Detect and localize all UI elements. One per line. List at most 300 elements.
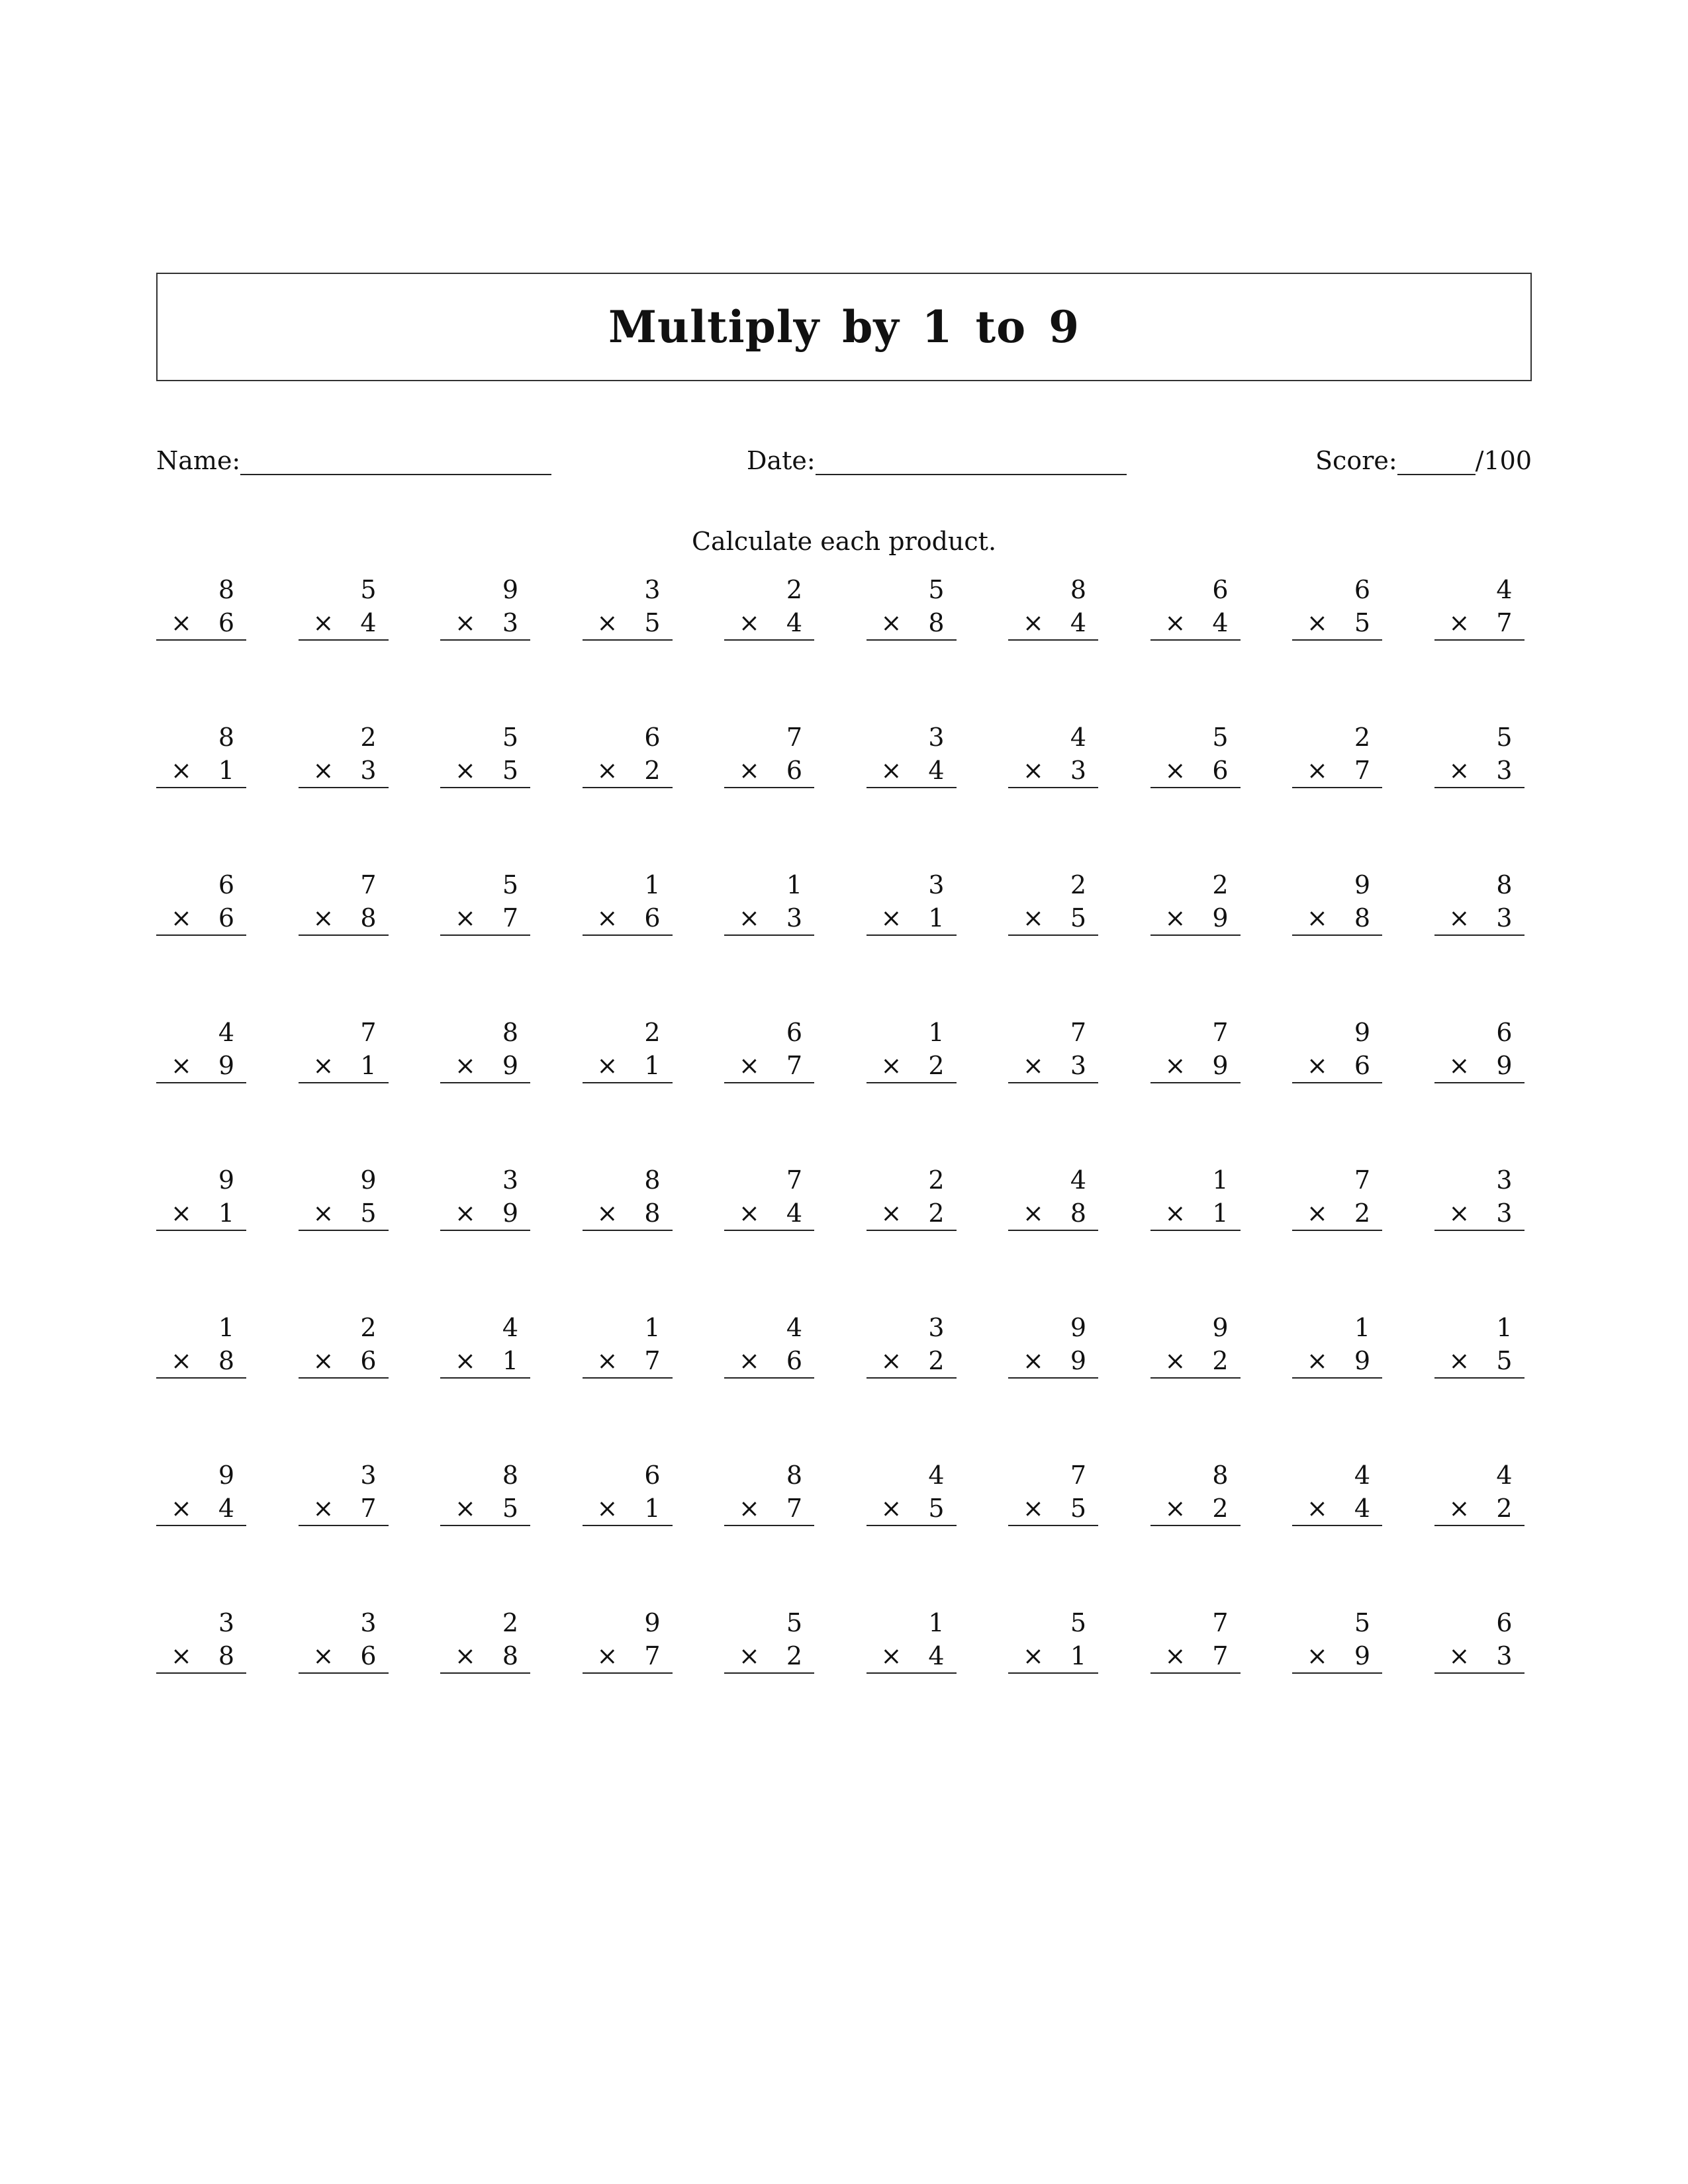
multiplier: 8 (360, 903, 377, 933)
problem-2-10 (1434, 721, 1524, 788)
problem-4-10 (1434, 1016, 1524, 1083)
answer-rule (867, 1230, 957, 1231)
page-title: Multiply by 1 to 9 (608, 301, 1080, 353)
multiplicand: 1 (928, 1018, 945, 1047)
times-sign: × (455, 903, 476, 933)
answer-rule (440, 1230, 530, 1231)
times-sign: × (312, 608, 334, 637)
times-sign: × (1023, 1051, 1044, 1080)
times-sign: × (1307, 1346, 1328, 1375)
multiplier: 8 (1070, 1199, 1086, 1228)
multiplier: 2 (1212, 1494, 1229, 1523)
times-sign: × (1023, 1346, 1044, 1375)
problem-8-7 (1008, 1606, 1098, 1674)
multiplier: 2 (928, 1051, 945, 1080)
multiplier: 9 (218, 1051, 234, 1080)
multiplicand: 6 (644, 1461, 661, 1490)
multiplier: 6 (360, 1346, 377, 1375)
answer-rule (1292, 934, 1382, 936)
times-sign: × (1307, 1641, 1328, 1670)
multiplier: 9 (1212, 1051, 1229, 1080)
multiplicand: 7 (786, 723, 802, 752)
times-sign: × (739, 1051, 760, 1080)
problem-3-1 (156, 868, 246, 936)
answer-rule (156, 639, 246, 641)
multiplicand: 8 (502, 1461, 518, 1490)
problem-4-9 (1292, 1016, 1382, 1083)
multiplicand: 9 (644, 1608, 661, 1637)
multiplicand: 7 (1212, 1608, 1229, 1637)
multiplicand: 3 (928, 870, 945, 899)
answer-rule (440, 1525, 530, 1526)
answer-rule (1008, 1525, 1098, 1526)
multiplicand: 4 (502, 1313, 518, 1342)
answer-rule (724, 1230, 814, 1231)
problem-8-10 (1434, 1606, 1524, 1674)
multiplier: 3 (1496, 756, 1513, 785)
problem-6-4 (583, 1311, 673, 1379)
problem-1-4 (583, 573, 673, 641)
multiplicand: 2 (1354, 723, 1370, 752)
problem-8-8 (1150, 1606, 1241, 1674)
problem-3-10 (1434, 868, 1524, 936)
times-sign: × (455, 1346, 476, 1375)
times-sign: × (739, 1641, 760, 1670)
multiplier: 8 (502, 1641, 518, 1670)
answer-rule (583, 639, 673, 641)
multiplicand: 5 (502, 723, 518, 752)
multiplicand: 5 (1354, 1608, 1370, 1637)
answer-rule (1434, 1377, 1524, 1379)
times-sign: × (739, 903, 760, 933)
multiplier: 9 (1070, 1346, 1086, 1375)
multiplicand: 7 (360, 870, 377, 899)
problem-4-8 (1150, 1016, 1241, 1083)
answer-rule (156, 787, 246, 788)
times-sign: × (880, 756, 902, 785)
answer-rule (867, 1525, 957, 1526)
problem-3-7 (1008, 868, 1098, 936)
answer-rule (1150, 1230, 1241, 1231)
multiplier: 3 (1496, 1641, 1513, 1670)
times-sign: × (739, 608, 760, 637)
problem-1-6 (867, 573, 957, 641)
times-sign: × (880, 1641, 902, 1670)
multiplicand: 1 (786, 870, 802, 899)
score-total: /100 (1475, 446, 1532, 475)
problem-6-5 (724, 1311, 814, 1379)
times-sign: × (1023, 903, 1044, 933)
multiplier: 6 (786, 1346, 802, 1375)
problem-3-6 (867, 868, 957, 936)
answer-rule (1008, 1230, 1098, 1231)
answer-rule (156, 1230, 246, 1231)
multiplier: 5 (502, 756, 518, 785)
multiplicand: 1 (218, 1313, 234, 1342)
multiplicand: 3 (218, 1608, 234, 1637)
date-blank[interactable] (816, 445, 1127, 475)
multiplier: 5 (644, 608, 661, 637)
problem-2-2 (299, 721, 389, 788)
times-sign: × (171, 756, 192, 785)
problem-6-8 (1150, 1311, 1241, 1379)
multiplier: 6 (1212, 756, 1229, 785)
problem-7-3 (440, 1459, 530, 1526)
multiplier: 8 (644, 1199, 661, 1228)
multiplier: 7 (644, 1641, 661, 1670)
problem-7-4 (583, 1459, 673, 1526)
times-sign: × (171, 1346, 192, 1375)
answer-rule (1292, 1377, 1382, 1379)
times-sign: × (171, 1051, 192, 1080)
multiplicand: 9 (360, 1165, 377, 1195)
score-blank[interactable] (1397, 445, 1476, 475)
answer-rule (156, 1377, 246, 1379)
answer-rule (440, 787, 530, 788)
times-sign: × (1448, 1641, 1470, 1670)
times-sign: × (1448, 1199, 1470, 1228)
multiplicand: 6 (644, 723, 661, 752)
answer-rule (867, 639, 957, 641)
times-sign: × (1448, 1051, 1470, 1080)
answer-rule (1008, 639, 1098, 641)
multiplicand: 6 (1354, 575, 1370, 604)
answer-rule (299, 1525, 389, 1526)
times-sign: × (596, 903, 618, 933)
multiplier: 4 (928, 756, 945, 785)
answer-rule (1008, 787, 1098, 788)
multiplier: 9 (1354, 1346, 1370, 1375)
multiplier: 5 (1354, 608, 1370, 637)
multiplier: 8 (1354, 903, 1370, 933)
times-sign: × (312, 756, 334, 785)
answer-rule (1434, 934, 1524, 936)
times-sign: × (1307, 1051, 1328, 1080)
multiplier: 4 (786, 1199, 802, 1228)
multiplier: 1 (1212, 1199, 1229, 1228)
multiplicand: 7 (1070, 1018, 1086, 1047)
multiplicand: 2 (644, 1018, 661, 1047)
multiplier: 3 (1070, 756, 1086, 785)
answer-rule (440, 639, 530, 641)
multiplicand: 5 (502, 870, 518, 899)
multiplicand: 3 (928, 723, 945, 752)
problem-4-7 (1008, 1016, 1098, 1083)
problem-5-2 (299, 1163, 389, 1231)
answer-rule (1292, 1672, 1382, 1674)
date-field (747, 445, 1127, 475)
answer-rule (1008, 1082, 1098, 1083)
answer-rule (867, 787, 957, 788)
times-sign: × (312, 1494, 334, 1523)
multiplicand: 1 (644, 1313, 661, 1342)
answer-rule (1292, 1230, 1382, 1231)
multiplicand: 2 (1070, 870, 1086, 899)
problem-8-3 (440, 1606, 530, 1674)
answer-rule (156, 1525, 246, 1526)
answer-rule (1150, 1672, 1241, 1674)
answer-rule (1434, 1672, 1524, 1674)
multiplier: 3 (502, 608, 518, 637)
multiplicand: 7 (1354, 1165, 1370, 1195)
multiplicand: 8 (502, 1018, 518, 1047)
multiplier: 3 (360, 756, 377, 785)
title-box (156, 273, 1532, 381)
answer-rule (299, 639, 389, 641)
times-sign: × (171, 1494, 192, 1523)
problem-1-8 (1150, 573, 1241, 641)
multiplier: 2 (1212, 1346, 1229, 1375)
answer-rule (1292, 639, 1382, 641)
multiplicand: 7 (1070, 1461, 1086, 1490)
multiplier: 8 (218, 1641, 234, 1670)
times-sign: × (1448, 1346, 1470, 1375)
multiplier: 3 (1496, 903, 1513, 933)
times-sign: × (1164, 1494, 1186, 1523)
multiplicand: 5 (1070, 1608, 1086, 1637)
answer-rule (583, 934, 673, 936)
multiplicand: 9 (1354, 1018, 1370, 1047)
answer-rule (724, 639, 814, 641)
times-sign: × (739, 756, 760, 785)
problem-3-3 (440, 868, 530, 936)
instructions: Calculate each product. (691, 527, 997, 556)
problem-3-2 (299, 868, 389, 936)
multiplier: 1 (644, 1051, 661, 1080)
problem-1-9 (1292, 573, 1382, 641)
times-sign: × (1164, 756, 1186, 785)
problem-5-6 (867, 1163, 957, 1231)
answer-rule (299, 1230, 389, 1231)
problem-7-5 (724, 1459, 814, 1526)
multiplicand: 4 (928, 1461, 945, 1490)
answer-rule (867, 1082, 957, 1083)
multiplicand: 8 (1212, 1461, 1229, 1490)
answer-rule (1292, 1525, 1382, 1526)
multiplicand: 6 (218, 870, 234, 899)
multiplier: 5 (360, 1199, 377, 1228)
multiplicand: 1 (644, 870, 661, 899)
problem-1-1 (156, 573, 246, 641)
answer-rule (1150, 639, 1241, 641)
multiplier: 2 (644, 756, 661, 785)
problem-2-7 (1008, 721, 1098, 788)
multiplier: 7 (644, 1346, 661, 1375)
answer-rule (867, 934, 957, 936)
times-sign: × (455, 1051, 476, 1080)
problem-2-9 (1292, 721, 1382, 788)
multiplicand: 4 (1496, 1461, 1513, 1490)
multiplier: 4 (1070, 608, 1086, 637)
problem-2-4 (583, 721, 673, 788)
problem-4-1 (156, 1016, 246, 1083)
times-sign: × (1448, 903, 1470, 933)
answer-rule (583, 1082, 673, 1083)
problem-7-2 (299, 1459, 389, 1526)
multiplicand: 2 (502, 1608, 518, 1637)
multiplier: 1 (360, 1051, 377, 1080)
multiplier: 6 (644, 903, 661, 933)
problem-3-9 (1292, 868, 1382, 936)
answer-rule (299, 1377, 389, 1379)
name-field (156, 445, 551, 475)
times-sign: × (455, 1199, 476, 1228)
multiplier: 2 (928, 1346, 945, 1375)
problem-7-10 (1434, 1459, 1524, 1526)
problem-8-4 (583, 1606, 673, 1674)
answer-rule (724, 1525, 814, 1526)
times-sign: × (596, 1494, 618, 1523)
multiplicand: 8 (218, 723, 234, 752)
multiplicand: 2 (786, 575, 802, 604)
multiplier: 4 (786, 608, 802, 637)
multiplicand: 4 (786, 1313, 802, 1342)
multiplier: 1 (218, 1199, 234, 1228)
multiplier: 4 (1354, 1494, 1370, 1523)
multiplier: 4 (1212, 608, 1229, 637)
answer-rule (1150, 934, 1241, 936)
times-sign: × (1448, 756, 1470, 785)
problem-6-9 (1292, 1311, 1382, 1379)
problem-6-6 (867, 1311, 957, 1379)
score-label: Score: (1315, 446, 1397, 475)
name-blank[interactable] (240, 445, 551, 475)
problem-4-5 (724, 1016, 814, 1083)
multiplier: 5 (502, 1494, 518, 1523)
multiplicand: 1 (1354, 1313, 1370, 1342)
problem-4-4 (583, 1016, 673, 1083)
multiplier: 5 (1070, 903, 1086, 933)
multiplicand: 7 (1212, 1018, 1229, 1047)
multiplicand: 4 (218, 1018, 234, 1047)
answer-rule (156, 934, 246, 936)
multiplier: 9 (1354, 1641, 1370, 1670)
answer-rule (440, 1082, 530, 1083)
times-sign: × (1448, 1494, 1470, 1523)
problem-4-6 (867, 1016, 957, 1083)
problem-6-3 (440, 1311, 530, 1379)
multiplicand: 8 (644, 1165, 661, 1195)
times-sign: × (312, 1641, 334, 1670)
answer-rule (299, 1672, 389, 1674)
times-sign: × (312, 1051, 334, 1080)
multiplicand: 3 (360, 1608, 377, 1637)
problem-4-3 (440, 1016, 530, 1083)
multiplicand: 4 (1496, 575, 1513, 604)
multiplicand: 9 (218, 1461, 234, 1490)
multiplier: 7 (1212, 1641, 1229, 1670)
times-sign: × (455, 1494, 476, 1523)
info-row (156, 445, 1532, 482)
times-sign: × (1023, 608, 1044, 637)
answer-rule (1008, 1377, 1098, 1379)
score-field (1315, 445, 1532, 475)
problem-3-8 (1150, 868, 1241, 936)
multiplicand: 8 (786, 1461, 802, 1490)
times-sign: × (455, 608, 476, 637)
multiplicand: 9 (1212, 1313, 1229, 1342)
problem-5-7 (1008, 1163, 1098, 1231)
multiplier: 7 (502, 903, 518, 933)
times-sign: × (1164, 608, 1186, 637)
multiplier: 1 (644, 1494, 661, 1523)
multiplicand: 8 (1496, 870, 1513, 899)
multiplicand: 8 (1070, 575, 1086, 604)
problem-7-1 (156, 1459, 246, 1526)
multiplier: 6 (1354, 1051, 1370, 1080)
answer-rule (724, 1672, 814, 1674)
multiplicand: 3 (928, 1313, 945, 1342)
multiplier: 3 (786, 903, 802, 933)
problem-2-6 (867, 721, 957, 788)
problem-7-7 (1008, 1459, 1098, 1526)
times-sign: × (880, 1494, 902, 1523)
multiplier: 1 (218, 756, 234, 785)
problem-2-3 (440, 721, 530, 788)
answer-rule (299, 1082, 389, 1083)
problem-4-2 (299, 1016, 389, 1083)
times-sign: × (1023, 1494, 1044, 1523)
times-sign: × (880, 903, 902, 933)
answer-rule (156, 1082, 246, 1083)
problem-8-5 (724, 1606, 814, 1674)
answer-rule (1150, 1082, 1241, 1083)
problem-5-4 (583, 1163, 673, 1231)
multiplier: 9 (1212, 903, 1229, 933)
multiplicand: 3 (1496, 1165, 1513, 1195)
multiplicand: 3 (644, 575, 661, 604)
problem-1-3 (440, 573, 530, 641)
answer-rule (1434, 1230, 1524, 1231)
times-sign: × (455, 1641, 476, 1670)
answer-rule (440, 1377, 530, 1379)
problem-6-10 (1434, 1311, 1524, 1379)
problem-8-1 (156, 1606, 246, 1674)
multiplier: 2 (786, 1641, 802, 1670)
multiplier: 6 (786, 756, 802, 785)
problem-8-2 (299, 1606, 389, 1674)
answer-rule (1292, 787, 1382, 788)
times-sign: × (171, 1641, 192, 1670)
times-sign: × (1307, 1199, 1328, 1228)
multiplicand: 9 (218, 1165, 234, 1195)
multiplicand: 4 (1070, 1165, 1086, 1195)
times-sign: × (312, 1346, 334, 1375)
multiplier: 5 (928, 1494, 945, 1523)
problem-3-4 (583, 868, 673, 936)
problem-2-8 (1150, 721, 1241, 788)
multiplicand: 4 (1070, 723, 1086, 752)
times-sign: × (1307, 903, 1328, 933)
answer-rule (1434, 639, 1524, 641)
multiplicand: 5 (786, 1608, 802, 1637)
answer-rule (724, 1377, 814, 1379)
multiplicand: 6 (786, 1018, 802, 1047)
multiplier: 6 (360, 1641, 377, 1670)
multiplicand: 5 (928, 575, 945, 604)
times-sign: × (880, 1346, 902, 1375)
multiplicand: 2 (928, 1165, 945, 1195)
times-sign: × (739, 1346, 760, 1375)
problem-7-9 (1292, 1459, 1382, 1526)
answer-rule (583, 1672, 673, 1674)
multiplier: 7 (360, 1494, 377, 1523)
times-sign: × (596, 1199, 618, 1228)
times-sign: × (312, 903, 334, 933)
times-sign: × (739, 1494, 760, 1523)
problem-1-10 (1434, 573, 1524, 641)
answer-rule (440, 934, 530, 936)
